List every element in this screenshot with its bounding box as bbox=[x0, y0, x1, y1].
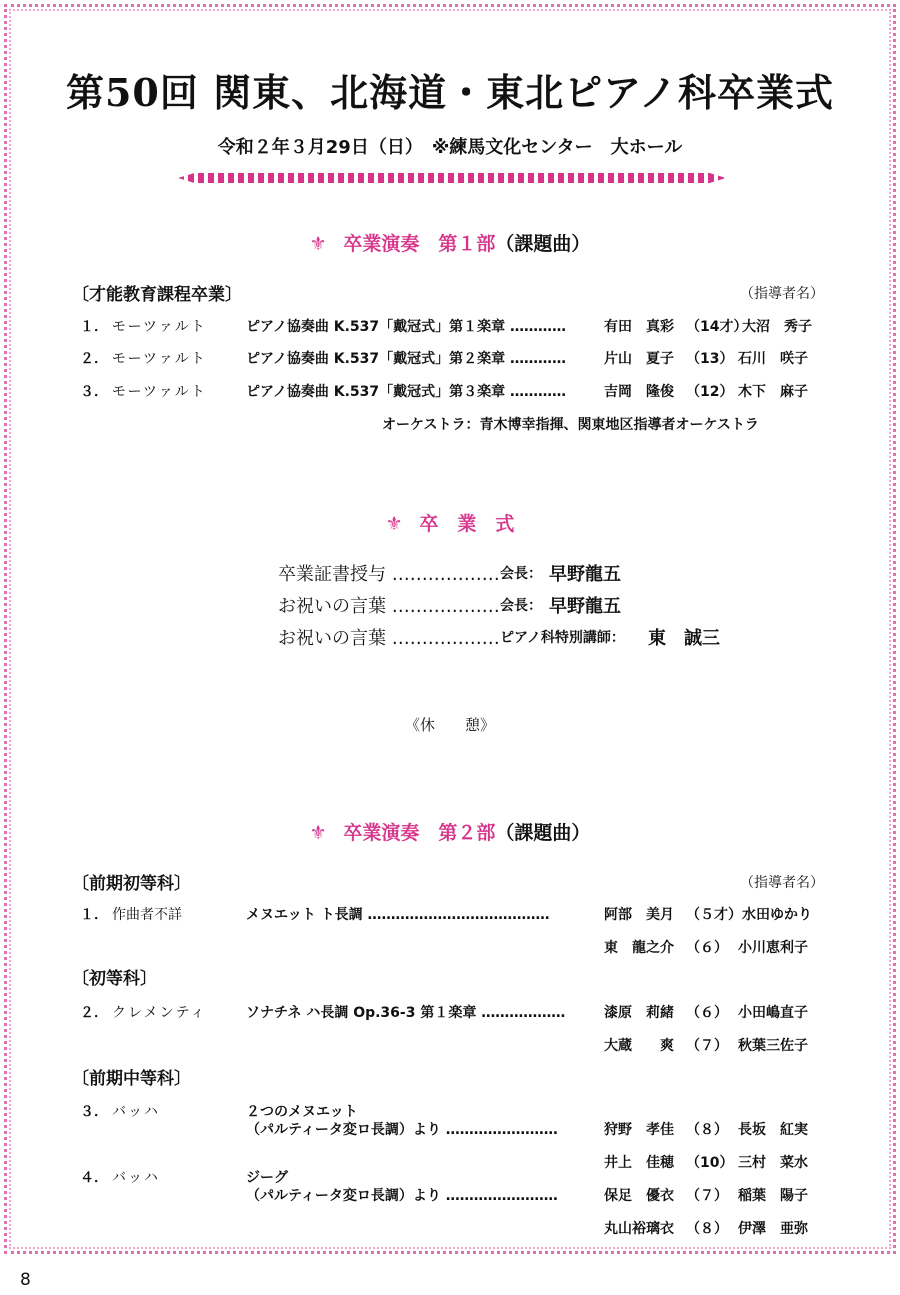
category-label: 〔前期初等科〕 bbox=[72, 874, 191, 894]
teacher-column-header: （指導者名） bbox=[740, 286, 824, 302]
page-number: 8 bbox=[20, 1270, 31, 1290]
orchestra-credit: オーケストラ：青木博幸指揮、関東地区指導者オーケストラ bbox=[382, 417, 759, 433]
ceremony-heading: ⚜ 卒 業 式 bbox=[385, 513, 515, 535]
category-label: 〔前期中等科〕 bbox=[72, 1069, 191, 1089]
fleur-de-lis-icon: ⚜ bbox=[309, 233, 327, 255]
event-date-venue: 令和２年３月29日（日） ※練馬文化センター 大ホール bbox=[217, 137, 683, 158]
page-title: 第50回 関東、北海道・東北ピアノ科卒業式 bbox=[65, 70, 835, 115]
part1-heading: ⚜ 卒業演奏 第１部（課題曲） bbox=[309, 233, 591, 255]
intermission-label: 《休 憩》 bbox=[404, 716, 495, 734]
fleur-de-lis-icon: ⚜ bbox=[385, 513, 403, 535]
category-label: 〔才能教育課程卒業〕 bbox=[72, 285, 242, 305]
fleur-de-lis-icon: ⚜ bbox=[309, 822, 327, 844]
teacher-column-header: （指導者名） bbox=[740, 875, 824, 891]
category-label: 〔初等科〕 bbox=[72, 969, 157, 989]
decorative-divider bbox=[178, 173, 726, 183]
part2-heading: ⚜ 卒業演奏 第２部（課題曲） bbox=[309, 822, 591, 844]
